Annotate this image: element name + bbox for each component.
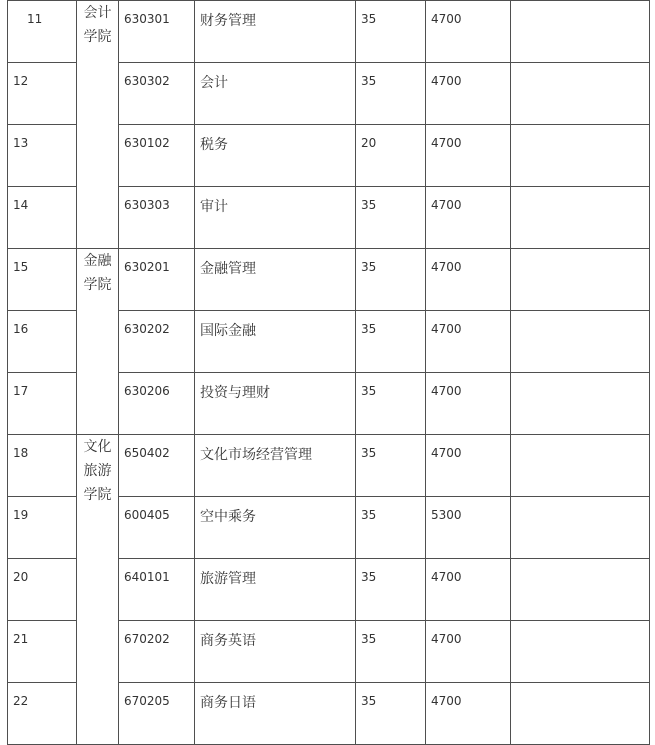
remark: [511, 683, 649, 692]
major-name: 金融管理: [200, 261, 256, 277]
tuition-cell: [426, 373, 511, 435]
major-code: 630206: [124, 384, 170, 398]
row-number: 22: [13, 694, 29, 708]
major-name-cell: [195, 1, 356, 63]
college-name: 文化旅游学院: [83, 439, 112, 503]
remark: [511, 373, 649, 382]
major-name-cell: [195, 125, 356, 187]
row-number: 20: [13, 570, 29, 584]
remark: [511, 435, 649, 444]
enrollment-count: 35: [361, 260, 377, 274]
tuition-fee: 4700: [431, 694, 462, 708]
tuition-fee: 5300: [431, 508, 462, 522]
row-number-cell: [8, 125, 77, 187]
row-number: 14: [13, 198, 29, 212]
row-number-cell: [8, 311, 77, 373]
remark: [511, 187, 649, 196]
remark-cell: [511, 63, 650, 125]
major-code-cell: [119, 559, 195, 621]
row-number-cell: [8, 559, 77, 621]
table-row: [8, 1, 650, 63]
major-code: 630202: [124, 322, 170, 336]
enrollment-count: 35: [361, 384, 377, 398]
tuition-cell: [426, 249, 511, 311]
enrollment-cell: [356, 621, 426, 683]
major-code-cell: [119, 683, 195, 745]
major-name: 会计: [200, 75, 228, 91]
table-row: [8, 249, 650, 311]
row-number: 17: [13, 384, 29, 398]
tuition-cell: [426, 125, 511, 187]
tuition-fee: 4700: [431, 198, 462, 212]
major-code: 670202: [124, 632, 170, 646]
enrollment-cell: [356, 683, 426, 745]
tuition-cell: [426, 187, 511, 249]
enrollment-cell: [356, 63, 426, 125]
enrollment-cell: [356, 373, 426, 435]
tuition-fee: 4700: [431, 136, 462, 150]
remark-cell: [511, 683, 650, 745]
major-code-cell: [119, 125, 195, 187]
major-code-cell: [119, 311, 195, 373]
major-name-cell: [195, 435, 356, 497]
remark: [511, 621, 649, 630]
major-code-cell: [119, 249, 195, 311]
remark-cell: [511, 311, 650, 373]
major-name: 旅游管理: [200, 571, 256, 587]
major-code-cell: [119, 187, 195, 249]
major-name: 税务: [200, 137, 228, 153]
major-code-cell: [119, 435, 195, 497]
remark: [511, 497, 649, 506]
remark-cell: [511, 1, 650, 63]
college-cell: [77, 1, 119, 249]
tuition-cell: [426, 683, 511, 745]
tuition-cell: [426, 559, 511, 621]
remark-cell: [511, 125, 650, 187]
major-code: 650402: [124, 446, 170, 460]
enrollment-count: 35: [361, 322, 377, 336]
major-name-cell: [195, 621, 356, 683]
remark: [511, 311, 649, 320]
majors-table: [7, 0, 650, 745]
major-name-cell: [195, 497, 356, 559]
major-name: 投资与理财: [200, 385, 270, 401]
enrollment-cell: [356, 249, 426, 311]
tuition-cell: [426, 63, 511, 125]
enrollment-count: 35: [361, 694, 377, 708]
row-number: 19: [13, 508, 29, 522]
remark-cell: [511, 497, 650, 559]
remark-cell: [511, 559, 650, 621]
remark-cell: [511, 621, 650, 683]
college-cell: [77, 435, 119, 745]
major-name-cell: [195, 187, 356, 249]
remark: [511, 249, 649, 258]
tuition-fee: 4700: [431, 446, 462, 460]
enrollment-cell: [356, 435, 426, 497]
remark-cell: [511, 187, 650, 249]
major-code: 640101: [124, 570, 170, 584]
row-number-cell: [8, 249, 77, 311]
row-number-cell: [8, 683, 77, 745]
row-number-cell: [8, 187, 77, 249]
tuition-fee: 4700: [431, 632, 462, 646]
enrollment-cell: [356, 187, 426, 249]
row-number: 16: [13, 322, 29, 336]
row-number-cell: [8, 63, 77, 125]
major-name-cell: [195, 373, 356, 435]
major-code: 670205: [124, 694, 170, 708]
enrollment-count: 35: [361, 198, 377, 212]
enrollment-count: 35: [361, 508, 377, 522]
college-name: 会计学院: [83, 5, 112, 45]
major-name: 财务管理: [200, 13, 256, 29]
row-number-cell: [8, 1, 77, 63]
major-code: 630302: [124, 74, 170, 88]
major-code-cell: [119, 1, 195, 63]
tuition-fee: 4700: [431, 260, 462, 274]
major-code: 630301: [124, 12, 170, 26]
major-code: 630102: [124, 136, 170, 150]
enrollment-count: 35: [361, 446, 377, 460]
major-name: 空中乘务: [200, 509, 256, 525]
remark-cell: [511, 435, 650, 497]
row-number: 11: [27, 12, 43, 26]
row-number: 13: [13, 136, 29, 150]
major-code: 630303: [124, 198, 170, 212]
tuition-cell: [426, 1, 511, 63]
row-number-cell: [8, 373, 77, 435]
enrollment-count: 35: [361, 632, 377, 646]
row-number: 15: [13, 260, 29, 274]
table-row: [8, 435, 650, 497]
row-number: 21: [13, 632, 29, 646]
enrollment-cell: [356, 559, 426, 621]
tuition-fee: 4700: [431, 570, 462, 584]
tuition-cell: [426, 311, 511, 373]
major-name: 审计: [200, 199, 228, 215]
remark: [511, 125, 649, 134]
tuition-cell: [426, 621, 511, 683]
college-cell: [77, 249, 119, 435]
enrollment-cell: [356, 1, 426, 63]
row-number-cell: [8, 621, 77, 683]
tuition-fee: 4700: [431, 74, 462, 88]
remark-cell: [511, 249, 650, 311]
remark: [511, 559, 649, 568]
tuition-fee: 4700: [431, 12, 462, 26]
major-code-cell: [119, 621, 195, 683]
row-number: 18: [13, 446, 29, 460]
tuition-fee: 4700: [431, 322, 462, 336]
major-name-cell: [195, 249, 356, 311]
remark-cell: [511, 373, 650, 435]
enrollment-cell: [356, 125, 426, 187]
major-name: 商务英语: [200, 633, 256, 649]
tuition-cell: [426, 435, 511, 497]
major-name: 国际金融: [200, 323, 256, 339]
enrollment-count: 35: [361, 12, 377, 26]
row-number: 12: [13, 74, 29, 88]
major-code-cell: [119, 63, 195, 125]
tuition-fee: 4700: [431, 384, 462, 398]
major-code-cell: [119, 373, 195, 435]
remark: [511, 1, 649, 10]
enrollment-count: 35: [361, 570, 377, 584]
enrollment-count: 20: [361, 136, 377, 150]
major-name-cell: [195, 311, 356, 373]
major-name-cell: [195, 559, 356, 621]
college-name: 金融学院: [83, 253, 112, 293]
tuition-cell: [426, 497, 511, 559]
major-code-cell: [119, 497, 195, 559]
major-code: 630201: [124, 260, 170, 274]
major-code: 600405: [124, 508, 170, 522]
row-number-cell: [8, 435, 77, 497]
enrollment-cell: [356, 311, 426, 373]
major-name: 文化市场经营管理: [200, 447, 312, 463]
enrollment-count: 35: [361, 74, 377, 88]
enrollment-cell: [356, 497, 426, 559]
remark: [511, 63, 649, 72]
major-name: 商务日语: [200, 695, 256, 711]
major-name-cell: [195, 683, 356, 745]
row-number-cell: [8, 497, 77, 559]
major-name-cell: [195, 63, 356, 125]
